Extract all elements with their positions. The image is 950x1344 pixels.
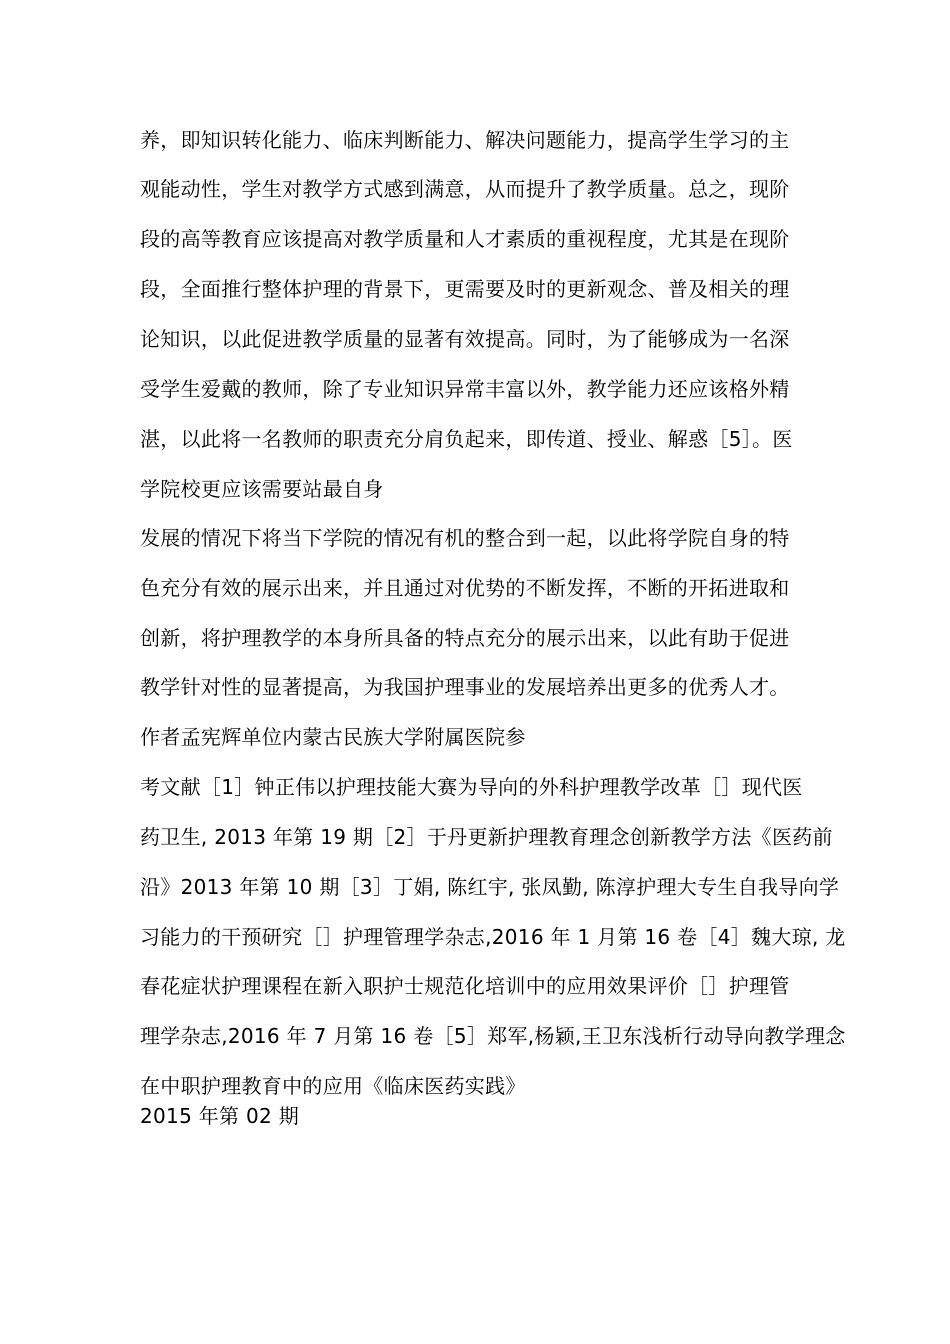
text-line: 段的高等教育应该提高对教学质量和人才素质的重视程度，尤其是在现阶 — [140, 227, 790, 251]
text-line: 养，即知识转化能力、临床判断能力、解决问题能力，提高学生学习的主 — [140, 128, 790, 152]
text-line: 段，全面推行整体护理的背景下，更需要及时的更新观念、普及相关的理 — [140, 277, 790, 301]
text-line: 创新，将护理教学的本身所具备的特点充分的展示出来，以此有助于促进 — [140, 626, 790, 650]
reference-line: 习能力的干预研究［］护理管理学杂志,2016 年 1 月第 16 卷［4］魏大琼, 龙 — [140, 925, 846, 949]
reference-line: 考文献［1］钟正伟以护理技能大赛为导向的外科护理教学改革［］现代医 — [140, 775, 803, 799]
reference-line: 理学杂志,2016 年 7 月第 16 卷［5］郑军,杨颖,王卫东浅析行动导向教学理念 — [140, 1024, 846, 1048]
text-line: 发展的情况下将当下学院的情况有机的整合到一起，以此将学院自身的特 — [140, 526, 790, 550]
text-line: 色充分有效的展示出来，并且通过对优势的不断发挥，不断的开拓进取和 — [140, 576, 790, 600]
text-line: 学院校更应该需要站最自身 — [140, 477, 384, 501]
text-line: 论知识，以此促进教学质量的显著有效提高。同时，为了能够成为一名深 — [140, 327, 790, 351]
reference-line: 2015 年第 02 期 — [140, 1104, 300, 1128]
reference-line: 沿》2013 年第 10 期［3］丁娟, 陈红宇, 张凤勤, 陈淳护理大专生自我导向学 — [140, 875, 840, 899]
text-line: 观能动性，学生对教学方式感到满意，从而提升了教学质量。总之，现阶 — [140, 177, 790, 201]
reference-line: 药卫生, 2013 年第 19 期［2］于丹更新护理教育理念创新教学方法《医药前 — [140, 825, 833, 849]
author-line: 作者孟宪辉单位内蒙古民族大学附属医院参 — [140, 725, 526, 749]
text-line: 受学生爱戴的教师，除了专业知识异常丰富以外，教学能力还应该格外精 — [140, 377, 790, 401]
text-line: 教学针对性的显著提高，为我国护理事业的发展培养出更多的优秀人才。 — [140, 675, 790, 699]
reference-line: 春花症状护理课程在新入职护士规范化培训中的应用效果评价［］护理管 — [140, 974, 790, 998]
reference-line: 在中职护理教育中的应用《临床医药实践》 — [140, 1074, 526, 1098]
text-line: 湛，以此将一名教师的职责充分肩负起来，即传道、授业、解惑［5］。医 — [140, 427, 793, 451]
